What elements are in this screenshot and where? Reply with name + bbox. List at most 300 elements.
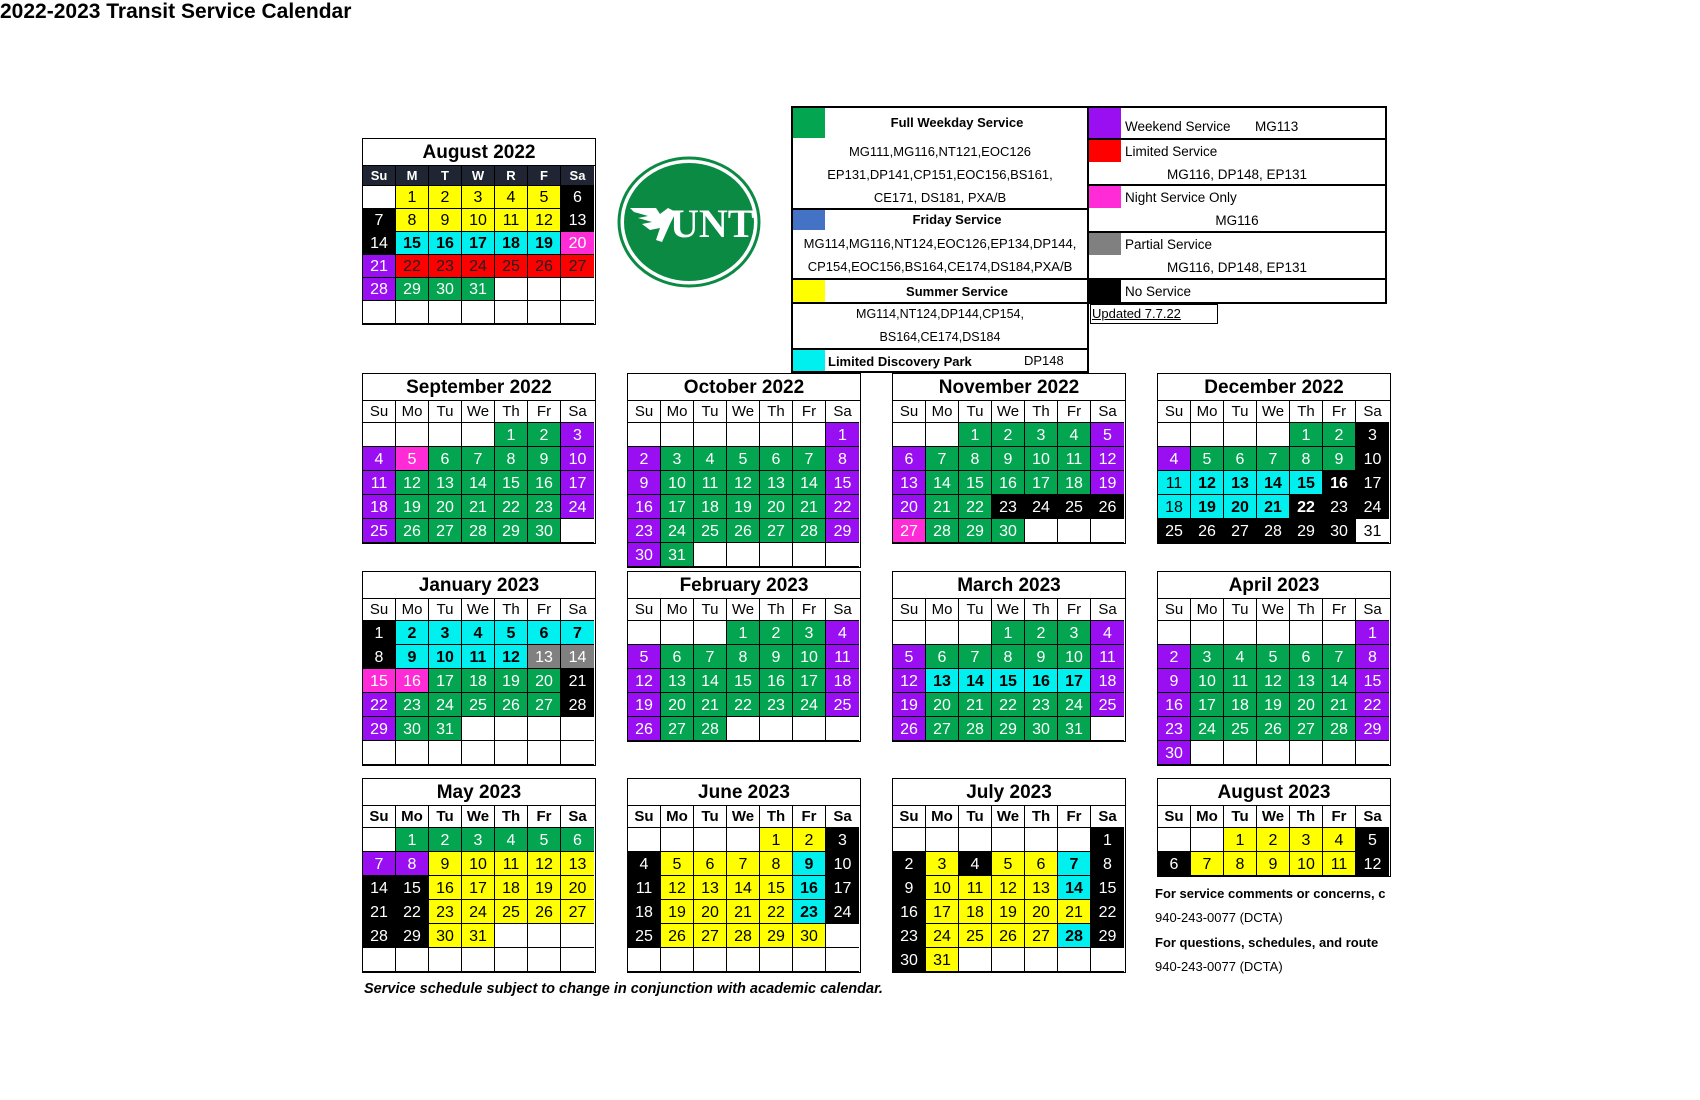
weekday-header: Fr [793,401,826,423]
day-cell: 30 [1025,717,1058,741]
month-title: October 2022 [628,374,860,401]
weekday-header: F [528,166,561,186]
day-cell: 6 [1224,447,1257,471]
day-cell: 9 [429,852,462,876]
weekday-header: Su [1158,806,1191,828]
empty-cell [462,741,495,765]
empty-cell [528,948,561,972]
day-cell: 24 [1356,495,1389,519]
empty-cell [760,717,793,741]
day-cell: 23 [429,900,462,924]
day-cell: 26 [495,693,528,717]
day-cell: 20 [893,495,926,519]
weekday-header: Tu [1224,599,1257,621]
month-title: April 2023 [1158,572,1390,599]
weekday-header: Mo [661,806,694,828]
day-cell: 28 [363,278,396,301]
friday-routes-1: MG114,MG116,NT124,EOC126,EP134,DP144, [803,236,1077,251]
day-cell: 23 [992,495,1025,519]
day-cell: 5 [528,828,561,852]
empty-cell [495,948,528,972]
empty-cell [1025,948,1058,972]
day-cell: 31 [926,948,959,972]
day-cell: 20 [528,669,561,693]
weekday-header: Fr [793,599,826,621]
day-cell: 9 [628,471,661,495]
day-cell: 17 [826,876,859,900]
day-cell: 17 [462,232,495,255]
day-cell: 20 [694,900,727,924]
full-weekday-routes-1: MG111,MG116,NT121,EOC126 [848,144,1032,159]
day-cell: 18 [694,495,727,519]
weekday-header: Su [628,401,661,423]
day-cell: 14 [1257,471,1290,495]
day-cell: 4 [1323,828,1356,852]
day-cell: 16 [1025,669,1058,693]
day-cell: 28 [959,717,992,741]
day-cell: 7 [959,645,992,669]
day-cell: 20 [561,232,594,255]
day-cell: 22 [992,693,1025,717]
day-cell: 6 [528,621,561,645]
weekday-header: Tu [959,599,992,621]
day-cell: 26 [628,717,661,741]
day-cell: 2 [528,423,561,447]
footnote: Service schedule subject to change in conjunction with academic calendar. [364,981,883,997]
empty-cell [1191,741,1224,765]
empty-cell [363,948,396,972]
weekday-header: Th [1025,401,1058,423]
day-cell: 4 [826,621,859,645]
day-cell: 5 [1257,645,1290,669]
empty-cell [1025,519,1058,543]
empty-cell [363,301,396,324]
day-cell: 7 [694,645,727,669]
day-cell: 1 [396,186,429,209]
weekday-header: Sa [561,166,594,186]
empty-cell [760,543,793,567]
day-cell: 17 [462,876,495,900]
day-cell: 17 [1058,669,1091,693]
calendar-month [892,778,1126,973]
empty-cell [1058,519,1091,543]
empty-cell [1257,423,1290,447]
day-cell: 1 [826,423,859,447]
day-cell: 17 [1356,471,1389,495]
day-cell: 18 [495,232,528,255]
day-cell: 3 [926,852,959,876]
day-cell: 22 [959,495,992,519]
day-cell: 25 [1224,717,1257,741]
day-cell: 15 [495,471,528,495]
day-cell: 11 [1058,447,1091,471]
day-cell: 10 [429,645,462,669]
empty-cell [1025,828,1058,852]
month-title: December 2022 [1158,374,1390,401]
day-cell: 29 [396,924,429,948]
day-cell: 1 [959,423,992,447]
day-cell: 12 [495,645,528,669]
day-cell: 15 [1290,471,1323,495]
weekday-header: Su [628,599,661,621]
day-cell: 20 [760,495,793,519]
calendar-month [627,778,861,973]
day-cell: 23 [1025,693,1058,717]
weekday-header: Sa [561,806,594,828]
day-cell: 5 [893,645,926,669]
full-weekday-title: Full Weekday Service [890,115,1024,130]
day-cell: 8 [1091,852,1124,876]
day-cell: 21 [561,669,594,693]
summer-routes-1: MG114,NT124,DP144,CP154, [856,307,1024,321]
day-cell: 26 [661,924,694,948]
month-title: February 2023 [628,572,860,599]
day-cell: 13 [429,471,462,495]
calendar-month [362,373,596,544]
day-cell: 2 [893,852,926,876]
weekday-header: Fr [793,806,826,828]
day-cell: 31 [1356,519,1389,543]
weekday-header: Sa [561,401,594,423]
day-cell: 19 [495,669,528,693]
empty-cell [959,948,992,972]
day-cell: 15 [396,232,429,255]
empty-cell [826,717,859,741]
day-cell: 11 [363,471,396,495]
weekday-header: Tu [1224,401,1257,423]
day-cell: 16 [1158,693,1191,717]
no-service-label: No Service [1125,284,1192,299]
day-cell: 22 [760,900,793,924]
day-cell: 27 [1290,717,1323,741]
day-cell: 27 [561,900,594,924]
day-cell: 18 [363,495,396,519]
day-cell: 24 [793,693,826,717]
day-cell: 20 [1025,900,1058,924]
day-cell: 28 [926,519,959,543]
day-cell: 15 [727,669,760,693]
day-cell: 14 [727,876,760,900]
day-cell: 2 [793,828,826,852]
day-cell: 11 [1091,645,1124,669]
day-cell: 4 [1091,621,1124,645]
day-cell: 19 [893,693,926,717]
empty-cell [528,301,561,324]
summer-routes-2: BS164,CE174,DS184 [879,330,1001,344]
day-cell: 6 [561,186,594,209]
discovery-title: Limited Discovery Park [828,354,972,369]
empty-cell [893,423,926,447]
empty-cell [1158,828,1191,852]
empty-cell [1257,621,1290,645]
empty-cell [561,717,594,741]
day-cell: 17 [926,900,959,924]
empty-cell [926,828,959,852]
day-cell: 2 [1158,645,1191,669]
weekday-header: Mo [396,806,429,828]
questions-phone: 940-243-0077 (DCTA) [1155,959,1283,974]
day-cell: 22 [396,255,429,278]
day-cell: 25 [1091,693,1124,717]
updated-note: Updated 7.7.22 [1090,304,1218,324]
day-cell: 27 [926,717,959,741]
day-cell: 5 [628,645,661,669]
empty-cell [561,278,594,301]
day-cell: 1 [396,828,429,852]
day-cell: 19 [628,693,661,717]
empty-cell [462,948,495,972]
day-cell: 15 [1091,876,1124,900]
day-cell: 9 [1025,645,1058,669]
day-cell: 16 [396,669,429,693]
weekday-header: Fr [528,401,561,423]
weekday-header: Fr [528,599,561,621]
questions-text: For questions, schedules, and route [1155,935,1379,950]
day-cell: 21 [1058,900,1091,924]
day-cell: 18 [959,900,992,924]
day-cell: 10 [826,852,859,876]
day-cell: 8 [396,852,429,876]
comments-text: For service comments or concerns, c [1155,886,1386,901]
day-cell: 5 [727,447,760,471]
weekday-header: Mo [1191,401,1224,423]
day-cell: 10 [1191,669,1224,693]
day-cell: 11 [462,645,495,669]
day-cell: 21 [363,900,396,924]
empty-cell [561,519,594,543]
day-cell: 27 [528,693,561,717]
day-cell: 14 [793,471,826,495]
empty-cell [363,741,396,765]
day-cell: 16 [992,471,1025,495]
day-cell: 8 [396,209,429,232]
weekday-header: Mo [926,806,959,828]
day-cell: 5 [1191,447,1224,471]
empty-cell [1224,621,1257,645]
day-cell: 16 [528,471,561,495]
day-cell: 30 [628,543,661,567]
empty-cell [1091,948,1124,972]
day-cell: 12 [1091,447,1124,471]
weekday-header: Mo [396,599,429,621]
day-cell: 19 [1091,471,1124,495]
day-cell: 21 [959,693,992,717]
day-cell: 24 [462,255,495,278]
weekday-header: Mo [661,401,694,423]
day-cell: 15 [959,471,992,495]
empty-cell [661,828,694,852]
weekend-route: MG113 [1255,119,1299,134]
weekday-header: Su [893,806,926,828]
empty-cell [363,186,396,209]
day-cell: 12 [661,876,694,900]
day-cell: 29 [760,924,793,948]
weekday-header: Tu [694,401,727,423]
day-cell: 27 [661,717,694,741]
weekday-header: We [727,401,760,423]
weekend-label: Weekend Service [1125,119,1231,134]
day-cell: 27 [760,519,793,543]
day-cell: 6 [1290,645,1323,669]
weekday-header: We [727,806,760,828]
day-cell: 31 [429,717,462,741]
weekday-header: Su [1158,599,1191,621]
day-cell: 24 [1058,693,1091,717]
day-cell: 18 [628,900,661,924]
weekday-header: Th [760,806,793,828]
day-cell: 11 [959,876,992,900]
empty-cell [1191,423,1224,447]
partial-routes: MG116, DP148, EP131 [1166,260,1308,275]
calendar-month [362,571,596,766]
empty-cell [826,924,859,948]
day-cell: 26 [528,900,561,924]
day-cell: 25 [462,693,495,717]
day-cell: 12 [1191,471,1224,495]
full-weekday-routes-2: EP131,DP141,CP151,EOC156,BS161, [827,167,1053,182]
day-cell: 11 [1224,669,1257,693]
weekday-header: Sa [1091,599,1124,621]
logo-text: UNT [670,201,755,246]
day-cell: 4 [495,186,528,209]
weekday-header: Tu [429,599,462,621]
weekday-header: Tu [1224,806,1257,828]
empty-cell [1356,741,1389,765]
day-cell: 21 [926,495,959,519]
weekday-header: Th [1290,599,1323,621]
day-cell: 17 [429,669,462,693]
weekday-header: Tu [429,401,462,423]
day-cell: 30 [396,717,429,741]
day-cell: 13 [926,669,959,693]
day-cell: 1 [1224,828,1257,852]
empty-cell [826,948,859,972]
day-cell: 2 [1323,423,1356,447]
month-title: May 2023 [363,779,595,806]
day-cell: 1 [992,621,1025,645]
day-cell: 2 [396,621,429,645]
summer-title: Summer Service [906,284,1008,299]
day-cell: 9 [528,447,561,471]
day-cell: 22 [495,495,528,519]
day-cell: 11 [694,471,727,495]
day-cell: 11 [1158,471,1191,495]
day-cell: 25 [694,519,727,543]
month-title: August 2022 [363,139,595,166]
day-cell: 30 [429,924,462,948]
day-cell: 29 [1356,717,1389,741]
friday-routes-2: CP154,EOC156,BS164,CE174,DS184,PXA/B [807,259,1073,274]
day-cell: 22 [363,693,396,717]
day-cell: 2 [1257,828,1290,852]
day-cell: 16 [1323,471,1356,495]
day-cell: 30 [429,278,462,301]
day-cell: 14 [959,669,992,693]
day-cell: 10 [1356,447,1389,471]
day-cell: 15 [363,669,396,693]
day-cell: 3 [661,447,694,471]
day-cell: 21 [1323,693,1356,717]
day-cell: 18 [1224,693,1257,717]
day-cell: 4 [959,852,992,876]
day-cell: 10 [1058,645,1091,669]
day-cell: 4 [495,828,528,852]
unt-logo [616,156,762,288]
day-cell: 28 [561,693,594,717]
discovery-route: DP148 [1024,353,1064,368]
day-cell: 18 [1091,669,1124,693]
night-swatch [1089,186,1121,208]
day-cell: 23 [396,693,429,717]
weekday-header: Th [495,806,528,828]
empty-cell [528,924,561,948]
day-cell: 26 [528,255,561,278]
weekday-header: Su [363,166,396,186]
day-cell: 22 [727,693,760,717]
weekday-header: Su [363,806,396,828]
calendar-month [362,778,596,973]
empty-cell [628,948,661,972]
weekday-header: We [992,401,1025,423]
day-cell: 11 [495,209,528,232]
day-cell: 14 [363,876,396,900]
weekday-header: We [1257,401,1290,423]
night-routes: MG116 [1215,213,1259,228]
day-cell: 28 [363,924,396,948]
day-cell: 3 [1191,645,1224,669]
day-cell: 6 [1025,852,1058,876]
day-cell: 13 [1224,471,1257,495]
day-cell: 7 [926,447,959,471]
weekday-header: M [396,166,429,186]
weekday-header: Mo [1191,806,1224,828]
weekday-header: Mo [1191,599,1224,621]
empty-cell [694,423,727,447]
day-cell: 22 [1290,495,1323,519]
empty-cell [727,948,760,972]
day-cell: 4 [462,621,495,645]
weekday-header: Th [495,401,528,423]
weekday-header: Mo [661,599,694,621]
day-cell: 14 [363,232,396,255]
day-cell: 14 [1323,669,1356,693]
day-cell: 9 [1158,669,1191,693]
day-cell: 15 [826,471,859,495]
summer-swatch [793,280,825,302]
day-cell: 4 [363,447,396,471]
day-cell: 21 [727,900,760,924]
day-cell: 16 [628,495,661,519]
day-cell: 3 [429,621,462,645]
empty-cell [495,301,528,324]
day-cell: 28 [727,924,760,948]
weekday-header: Sa [826,599,859,621]
day-cell: 26 [992,924,1025,948]
day-cell: 13 [528,645,561,669]
day-cell: 7 [462,447,495,471]
day-cell: 3 [462,186,495,209]
empty-cell [1091,519,1124,543]
day-cell: 24 [429,693,462,717]
day-cell: 30 [793,924,826,948]
day-cell: 23 [628,519,661,543]
day-cell: 17 [661,495,694,519]
day-cell: 20 [1224,495,1257,519]
day-cell: 29 [363,717,396,741]
day-cell: 30 [1158,741,1191,765]
day-cell: 12 [528,852,561,876]
empty-cell [429,423,462,447]
